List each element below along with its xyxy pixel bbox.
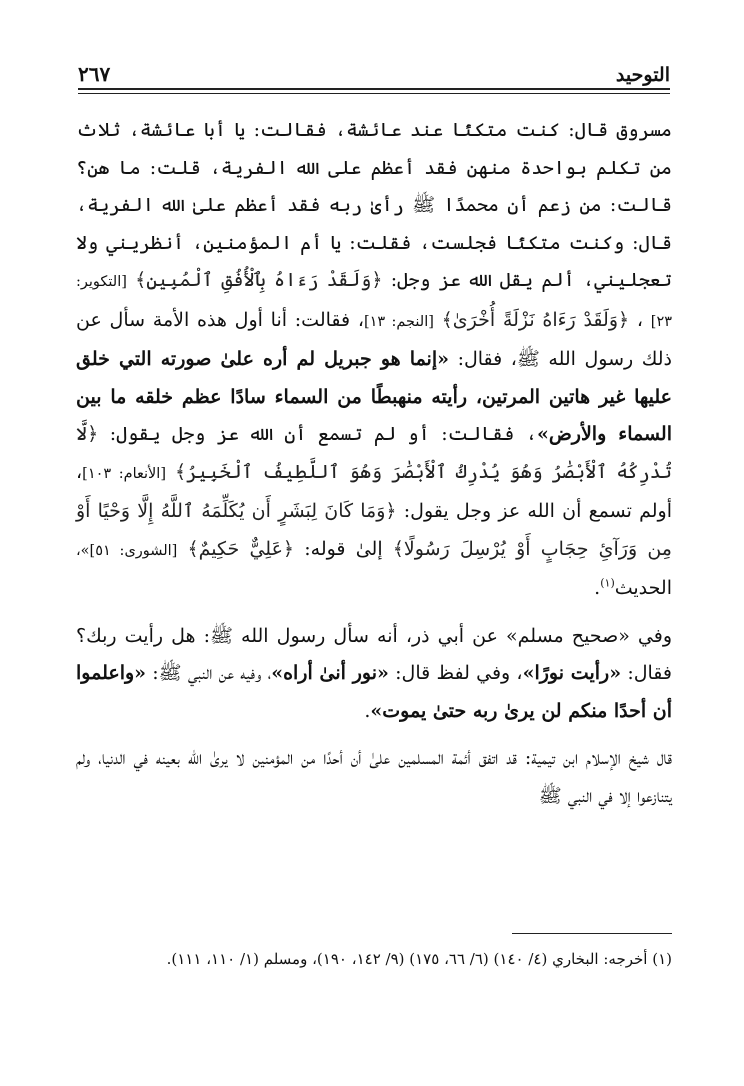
paragraph-abu-dharr (76, 618, 672, 731)
header-rule-thick (78, 88, 670, 90)
hadith-quote: «واعلموا أن أحدًا منكم لن يرىٰ ربه حتىٰ يموت» (76, 662, 672, 722)
main-text (76, 112, 672, 815)
text-run: مسروق قال: كنت متكئًا عند عائشة، فقالت: يا أبا عائشة، ثلاث من تكلم بواحدة منهن فقد أعظم على الله الفرية، قلت: ما هن؟ قالت: من زعم أن محمدًا ﷺ رأىٰ ربه فقد أعظم علىٰ الله الفرية، قال: وكنت متكئًا فجلست، فقلت: يا أم المؤمنين، أنظريني ولا تعجليني، ألم يقل الله عز وجل: (76, 119, 673, 291)
quran-verse: ﴿لَّا تُدْرِكُهُ ٱلْأَبْصَٰرُ وَهُوَ يُدْرِكُ ٱلْأَبْصَٰرَ وَهُوَ ٱللَّطِيفُ ٱلْخَبِيرُ﴾ (76, 423, 672, 483)
footnote-separator (512, 933, 672, 934)
text-run: إلىٰ قوله: (304, 537, 383, 560)
hadith-quote: «نور أنىٰ أراه» (271, 662, 389, 684)
text-run: قال شيخ الإسلام ابن تيمية: قد اتفق أئمة المسلمين علىٰ أن أحدًا من المؤمنين لا يرىٰ الله بعينه في الدنيا، ولم يتنازعوا إلا في النبي ﷺ (76, 747, 672, 807)
running-title: التوحيد (615, 64, 670, 86)
page-number: ٢٦٧ (78, 62, 111, 86)
quran-verse: ﴿وَلَقَدْ رَءَاهُ نَزْلَةً أُخْرَىٰ﴾ (441, 308, 630, 331)
verse-citation: [الأنعام: ١٠٣] (82, 465, 166, 482)
verse-citation: [النجم: ١٣] (363, 313, 434, 330)
text-run: ، أولم تسمع أن الله عز وجل يقول: (76, 460, 672, 522)
text-run: ، فقالت: أو لم تسمع أن الله عز وجل يقول: (109, 423, 537, 445)
verse-citation: [الشورى: ٥١]»، (76, 542, 178, 559)
quran-verse: ﴿وَمَا كَانَ لِبَشَرٍ أَن يُكَلِّمَهُ ٱللَّهُ إِلَّا وَحْيًا أَوْ مِن وَرَآئِ حِجَابٍ أَوْ يُرْسِلَ رَسُولًا﴾ (76, 500, 672, 560)
footnote-text: (١) أخرجه: البخاري (٤/ ١٤٠) (٦/ ٦٦، ١٧٥) (٩/ ١٤٢، ١٩٠)، ومسلم (١/ ١١٠، ١١١). (166, 950, 672, 968)
text-run: ، فقالت: أنا أول هذه الأمة سأل عن ذلك رسول الله ﷺ، فقال: (76, 308, 673, 370)
text-run: ، (636, 308, 644, 331)
text-run: الحديث (614, 577, 672, 599)
quran-verse: ﴿وَلَقَدْ رَءَاهُ بِٱلْأُفُقِ ٱلْمُبِينِ﴾ (135, 269, 383, 291)
hadith-quote: «رأيت نورًا» (522, 662, 622, 684)
text-run: وفي «صحيح مسلم» عن أبي ذر، أنه سأل رسول الله ﷺ: هل رأيت ربك؟ فقال: (76, 624, 673, 684)
verse-citation: [التكوير: ٢٣] (76, 274, 673, 330)
paragraph-hadith-masruq (76, 112, 672, 608)
paragraph-ibn-taymiyyah (76, 740, 672, 815)
header-rule-thin (78, 93, 670, 94)
quran-verse: ﴿عَلِيٌّ حَكِيمٌ﴾ (187, 537, 295, 560)
text-run: ، وفيه عن النبي ﷺ: (152, 662, 272, 684)
footnote (72, 944, 672, 974)
hadith-quote: «إنما هو جبريل لم أره علىٰ صورته التي خلق عليها غير هاتين المرتين، رأيته منهبطًا من السماء سادًا عظم خلقه ما بين السماء والأرض» (76, 348, 672, 445)
text-run: . (594, 577, 601, 599)
footnote-reference[interactable]: (١) (600, 576, 615, 590)
text-run: . (364, 699, 371, 722)
page-header (78, 50, 670, 86)
text-run: ، وفي لفظ قال: (395, 662, 523, 684)
